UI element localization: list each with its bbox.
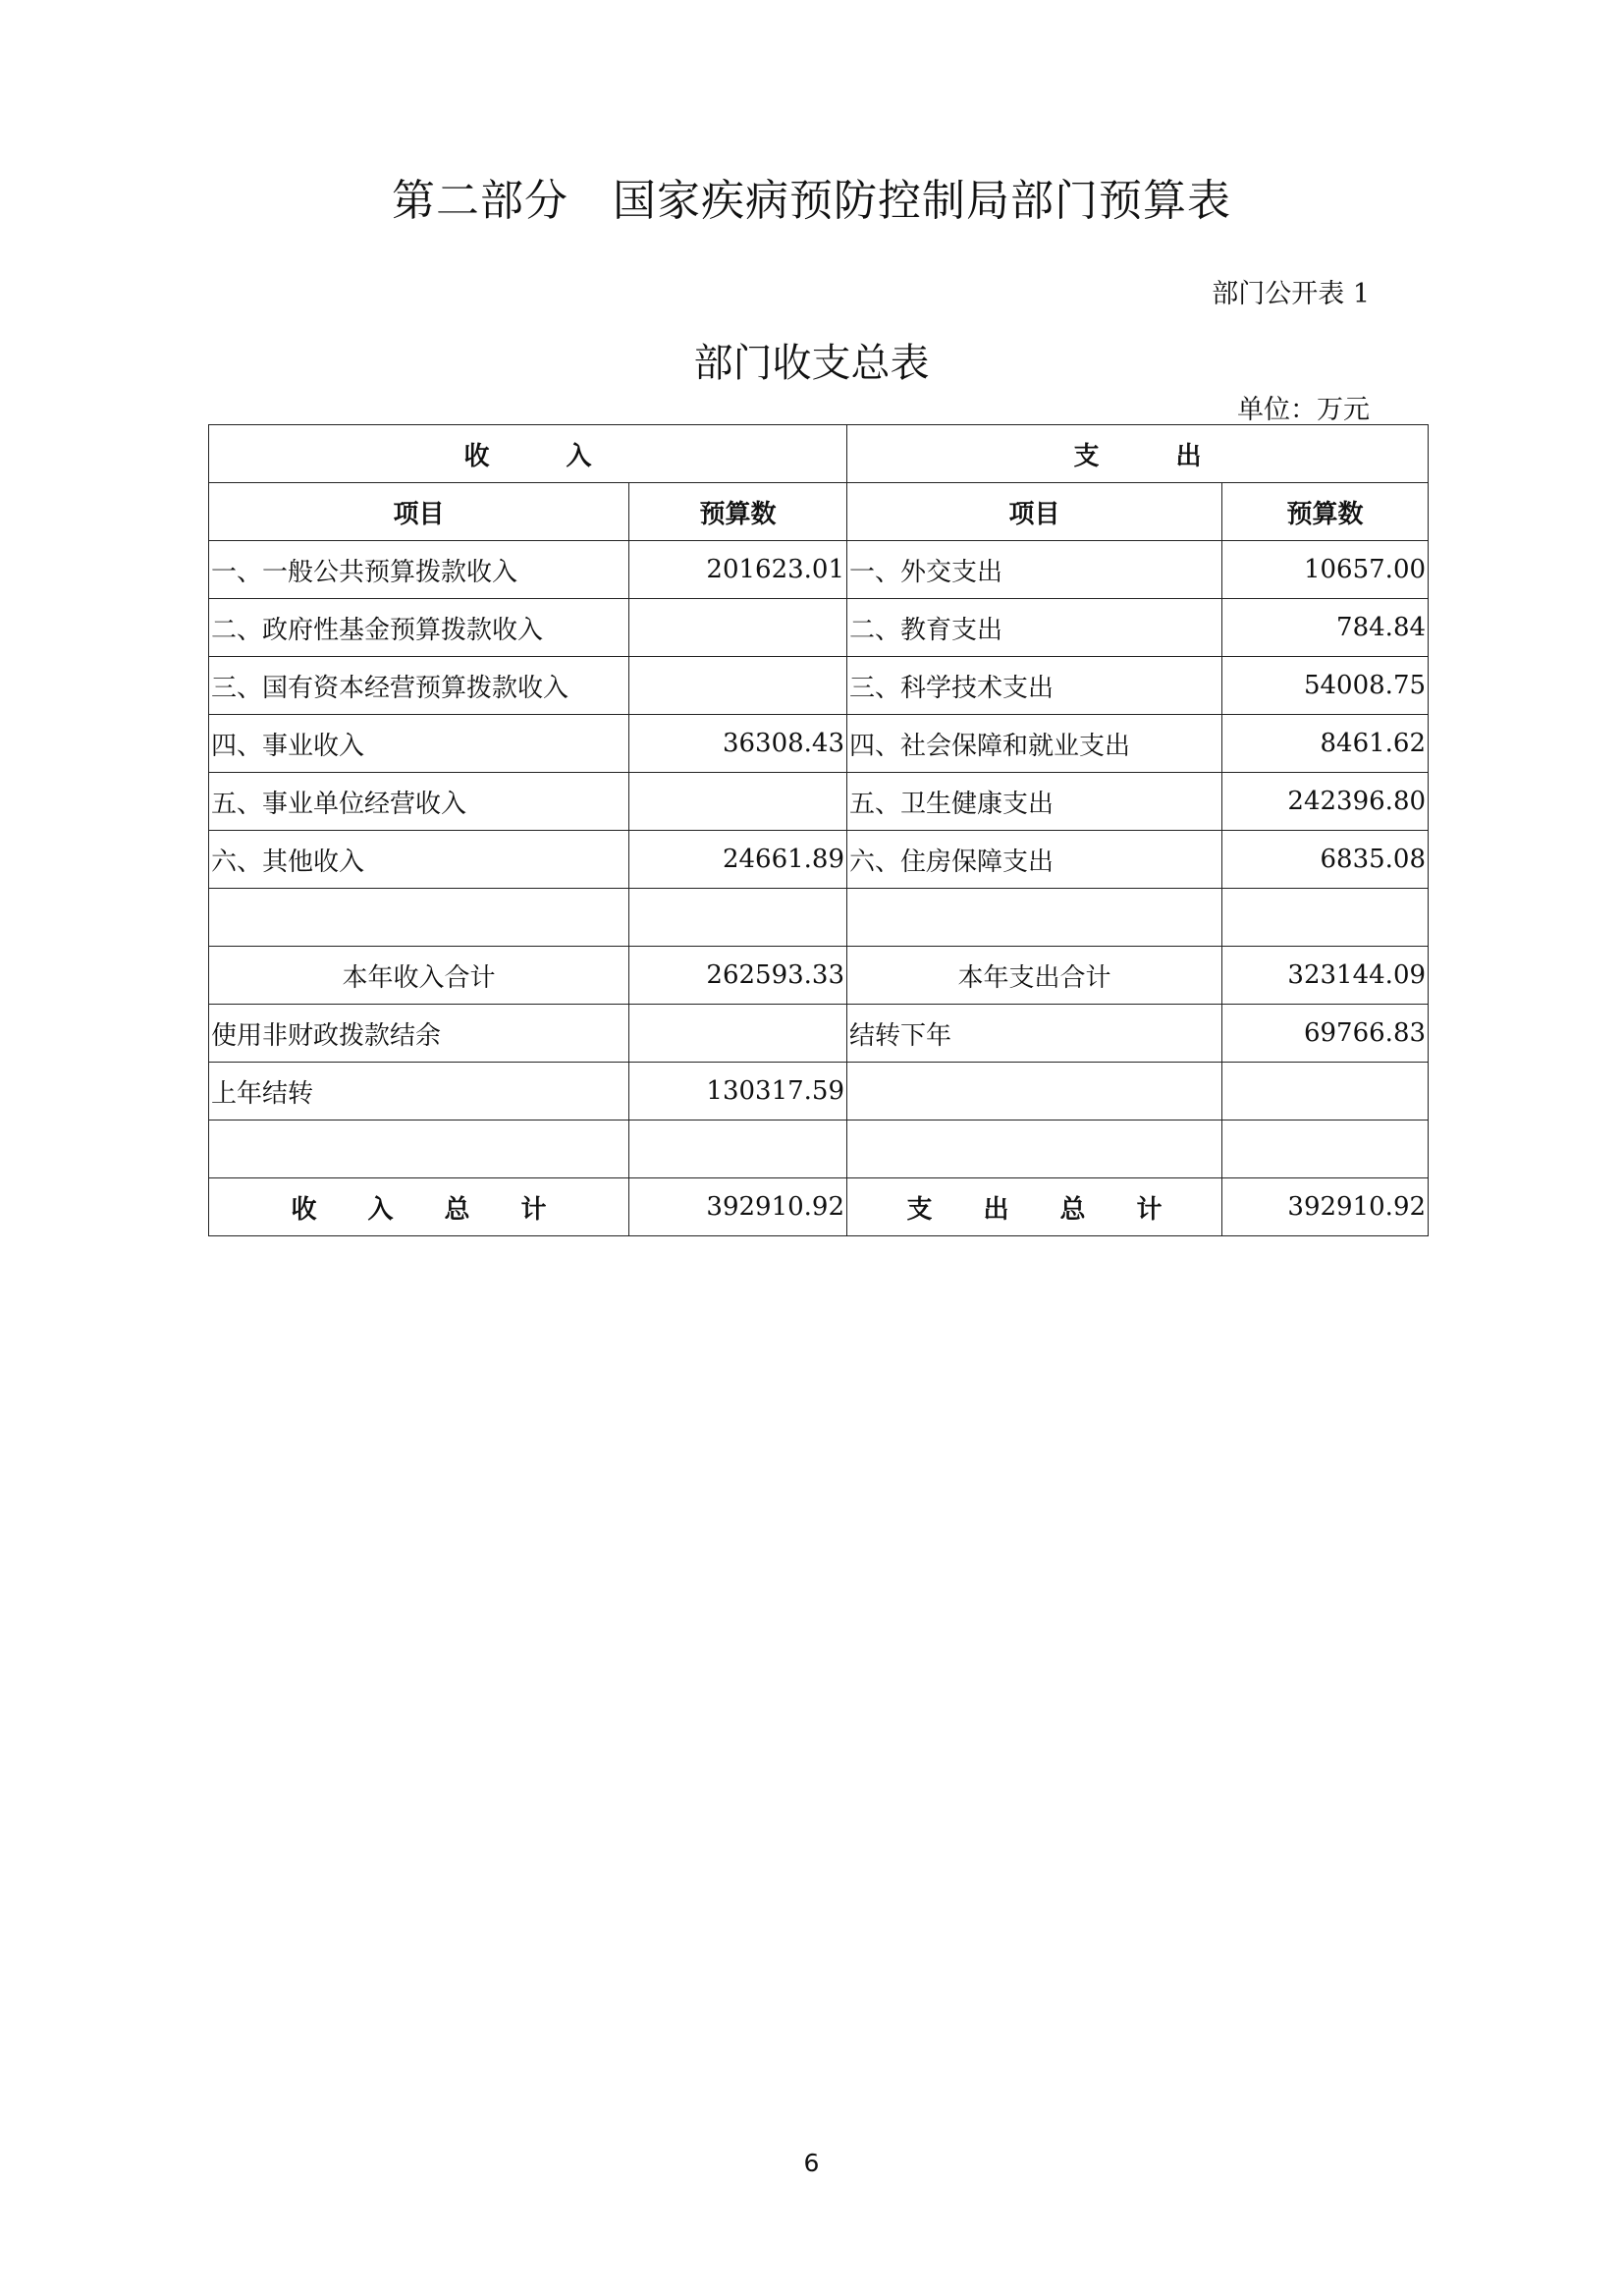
- expense-amount-cell: 6835.08: [1222, 831, 1429, 889]
- expense-item-cell: 结转下年: [847, 1005, 1222, 1063]
- income-amount-cell: 36308.43: [629, 715, 847, 773]
- table-row: [209, 541, 1429, 599]
- table-row: [209, 599, 1429, 657]
- income-group-header: 收 入: [209, 425, 847, 483]
- expense-item-cell: 一、外交支出: [847, 541, 1222, 599]
- income-item-cell: 上年结转: [209, 1063, 629, 1121]
- expense-item-cell: 二、教育支出: [847, 599, 1222, 657]
- income-amount-header: 预算数: [629, 483, 847, 541]
- expense-amount-cell: 8461.62: [1222, 715, 1429, 773]
- income-amount-cell: [629, 889, 847, 947]
- expense-amount-header: 预算数: [1222, 483, 1429, 541]
- group-header-row: [209, 425, 1429, 483]
- income-item-cell: 三、国有资本经营预算拨款收入: [209, 657, 629, 715]
- expense-amount-cell: 784.84: [1222, 599, 1429, 657]
- expense-item-cell: 四、社会保障和就业支出: [847, 715, 1222, 773]
- page-number: 6: [803, 2149, 820, 2177]
- table-row: [209, 1178, 1429, 1236]
- expense-item-cell: 三、科学技术支出: [847, 657, 1222, 715]
- income-amount-cell: [629, 1005, 847, 1063]
- income-amount-cell: 201623.01: [629, 541, 847, 599]
- income-amount-cell: [629, 657, 847, 715]
- table-row: [209, 947, 1429, 1005]
- expense-item-cell: [847, 1121, 1222, 1178]
- table-row: [209, 831, 1429, 889]
- expense-amount-cell: [1222, 1063, 1429, 1121]
- income-item-cell: 收 入 总 计: [209, 1178, 629, 1236]
- expense-item-cell: 支 出 总 计: [847, 1178, 1222, 1236]
- expense-amount-cell: [1222, 1121, 1429, 1178]
- table-row: [209, 715, 1429, 773]
- table-row: [209, 1005, 1429, 1063]
- income-amount-cell: [629, 599, 847, 657]
- part-title: 第二部分 国家疾病预防控制局部门预算表: [392, 176, 1231, 226]
- income-item-cell: 使用非财政拨款结余: [209, 1005, 629, 1063]
- income-item-cell: 四、事业收入: [209, 715, 629, 773]
- expense-item-cell: 六、住房保障支出: [847, 831, 1222, 889]
- expense-item-cell: 五、卫生健康支出: [847, 773, 1222, 831]
- table-row: [209, 657, 1429, 715]
- expense-amount-cell: [1222, 889, 1429, 947]
- unit-label: 单位：万元: [1237, 395, 1370, 425]
- income-item-cell: 二、政府性基金预算拨款收入: [209, 599, 629, 657]
- income-item-header: 项目: [209, 483, 629, 541]
- expense-amount-cell: 10657.00: [1222, 541, 1429, 599]
- table-row: [209, 889, 1429, 947]
- income-amount-cell: 130317.59: [629, 1063, 847, 1121]
- expense-amount-cell: 392910.92: [1222, 1178, 1429, 1236]
- income-amount-cell: 262593.33: [629, 947, 847, 1005]
- income-item-cell: 五、事业单位经营收入: [209, 773, 629, 831]
- expense-item-header: 项目: [847, 483, 1222, 541]
- budget-table: [208, 424, 1429, 1236]
- expense-item-cell: [847, 889, 1222, 947]
- expense-amount-cell: 69766.83: [1222, 1005, 1429, 1063]
- income-amount-cell: [629, 1121, 847, 1178]
- income-amount-cell: 24661.89: [629, 831, 847, 889]
- income-amount-cell: [629, 773, 847, 831]
- income-item-cell: [209, 889, 629, 947]
- income-item-cell: 本年收入合计: [209, 947, 629, 1005]
- income-item-cell: 一、一般公共预算拨款收入: [209, 541, 629, 599]
- expense-group-header: 支 出: [847, 425, 1429, 483]
- income-item-cell: 六、其他收入: [209, 831, 629, 889]
- income-item-cell: [209, 1121, 629, 1178]
- expense-amount-cell: 242396.80: [1222, 773, 1429, 831]
- table-row: [209, 1121, 1429, 1178]
- table-row: [209, 1063, 1429, 1121]
- expense-amount-cell: 54008.75: [1222, 657, 1429, 715]
- income-amount-cell: 392910.92: [629, 1178, 847, 1236]
- expense-item-cell: 本年支出合计: [847, 947, 1222, 1005]
- table-title: 部门收支总表: [693, 341, 930, 386]
- column-header-row: [209, 483, 1429, 541]
- table-row: [209, 773, 1429, 831]
- expense-amount-cell: 323144.09: [1222, 947, 1429, 1005]
- table-id: 部门公开表 1: [1212, 279, 1370, 309]
- expense-item-cell: [847, 1063, 1222, 1121]
